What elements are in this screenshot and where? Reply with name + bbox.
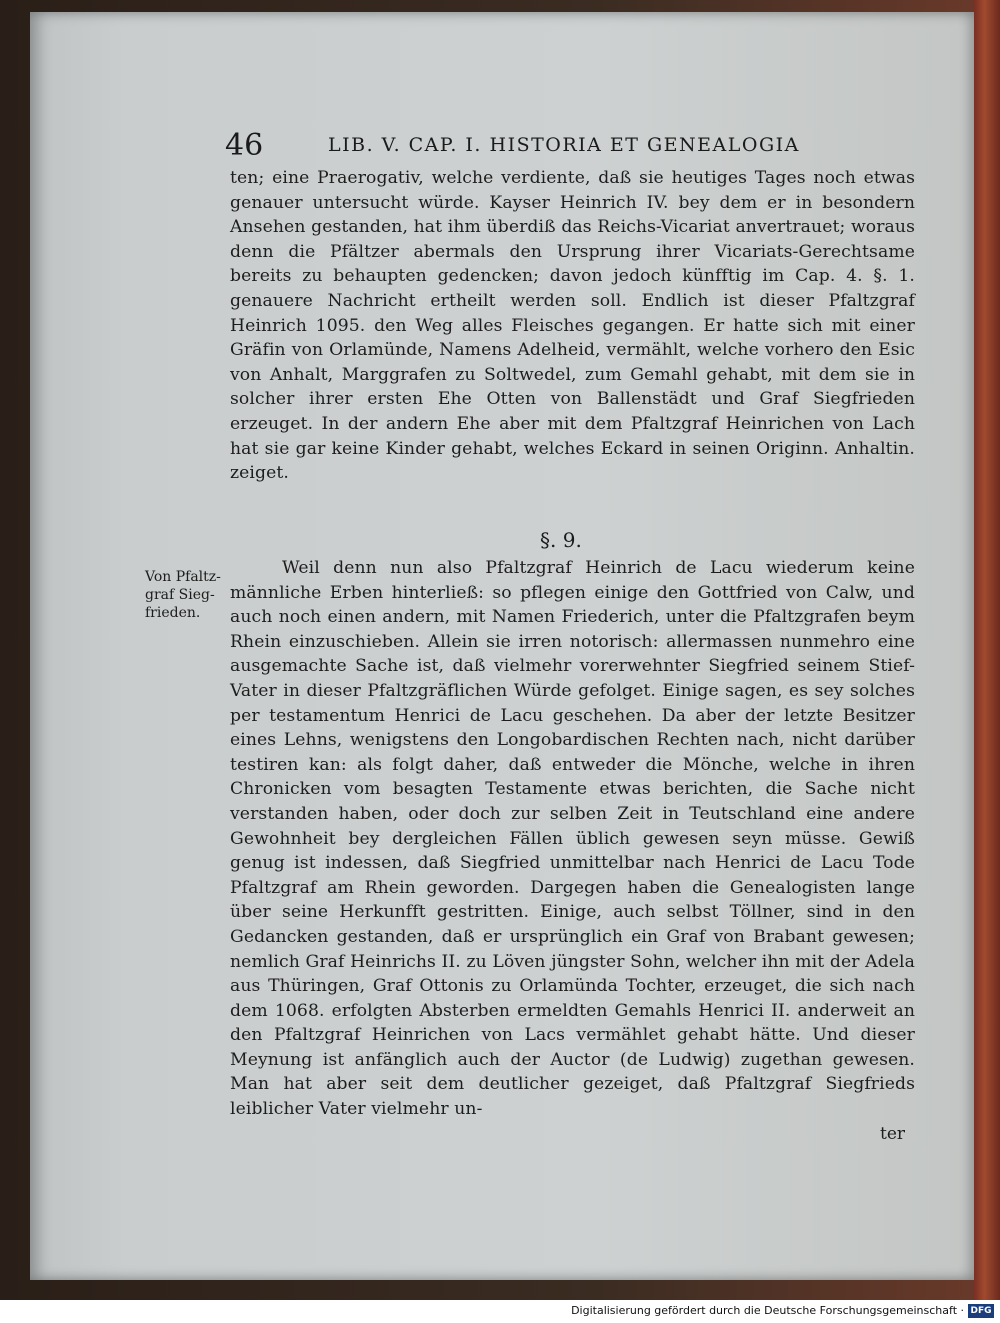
running-title: LIB. V. CAP. I. HISTORIA ET GENEALOGIA xyxy=(328,134,800,156)
paragraph-section-9 xyxy=(230,556,915,1122)
paragraph-text: Weil denn nun also Pfaltzgraf Heinrich de Lacu wiederum keine männliche Erben hinterließ: so pflegen einige den Gottfried von Calw, und auch noch einen andern, mit Namen Friederich, unter die Pfaltzgrafen beym Rhein einzuschieben. Allein sie irren notorisch: allermassen nunmehro eine ausgemachte Sache ist, daß vielmehr vorerwehnter Siegfried seinem Stief-Vater in dieser Pfaltzgräflichen Würde gefolget. Einige sagen, es sey solches per testamentum Henrici de Lacu geschehen. Da aber der letzte Besitzer eines Lehns, wenigstens den Longobardischen Rechten nach, nicht darüber testiren kan: als folgt daher, daß entweder die Mönche, welche in ihren Chronicken vom besagten Testamente etwas berichten, die Sache nicht verstanden haben, oder doch zur selben Zeit in Teutschland eine andere Gewohnheit bey dergleichen Fällen üblich gewesen seyn müsse. Gewiß genug ist indessen, daß Siegfried unmittelbar nach Henrici de Lacu Tode Pfaltzgraf am Rhein geworden. Dargegen haben die Genealogisten lange über seine Herkunfft gestritten. Einige, auch selbst Töllner, sind in den Gedancken gestanden, daß er ursprünglich ein Graf von Brabant gewesen; nemlich Graf Heinrichs II. zu Löven jüngster Sohn, welcher ihn mit der Adela aus Thüringen, Graf Ottonis zu Orlamünda Tochter, erzeuget, die sich nach dem 1068. erfolgten Absterben ermeldten Gemahls Henrici II. anderweit an den Pfaltzgraf Heinrichen von Lacs vermählet gehabt hätte. Und dieser Meynung ist anfänglich auch der Auctor (de Ludwig) zugethan gewesen. Man hat aber seit dem deutlicher gezeiget, daß Pfaltzgraf Siegfrieds leiblicher Vater vielmehr un- xyxy=(230,558,915,1120)
paragraph-text: ten; eine Praerogativ, welche verdiente, daß sie heutiges Tages noch etwas genauer untersucht würde. Kayser Heinrich IV. bey dem er in besondern Ansehen gestanden, hat ihm überdiß das Reichs-Vicariat anvertrauet; woraus denn die Pfältzer abermals den Ursprung ihrer Vicariats-Gerechtsame bereits zu behaupten gedencken; davon jedoch künfftig im Cap. 4. §. 1. genauere Nachricht ertheilt werden soll. Endlich ist dieser Pfaltzgraf Heinrich 1095. den Weg alles Fleisches gegangen. Er hatte sich mit einer Gräfin von Orlamünde, Namens Adelheid, vermählt, welche vorhero den Esic von Anhalt, Marggrafen zu Soltwedel, zum Gemahl gehabt, mit dem sie in solcher ihrer ersten Ehe Otten von Ballenstädt und Graf Siegfrieden erzeuget. In der andern Ehe aber mit dem Pfaltzgraf Heinrichen von Lach hat sie gar keine Kinder gehabt, welches Eckard in seinen Originn. Anhaltin. zeiget. xyxy=(230,168,915,484)
catchword: ter xyxy=(880,1124,906,1144)
dfg-logo: DFG xyxy=(968,1304,994,1318)
page-number: 46 xyxy=(225,128,264,163)
page-header xyxy=(195,128,895,168)
funding-credit: Digitalisierung gefördert durch die Deutsche Forschungsgemeinschaft · xyxy=(571,1304,964,1317)
book-spine xyxy=(974,0,1000,1300)
paragraph-continuation xyxy=(230,166,915,486)
margin-note: Von Pfaltz-graf Sieg-frieden. xyxy=(145,569,221,621)
footer-bar xyxy=(0,1300,1000,1323)
section-heading: §. 9. xyxy=(540,528,582,552)
